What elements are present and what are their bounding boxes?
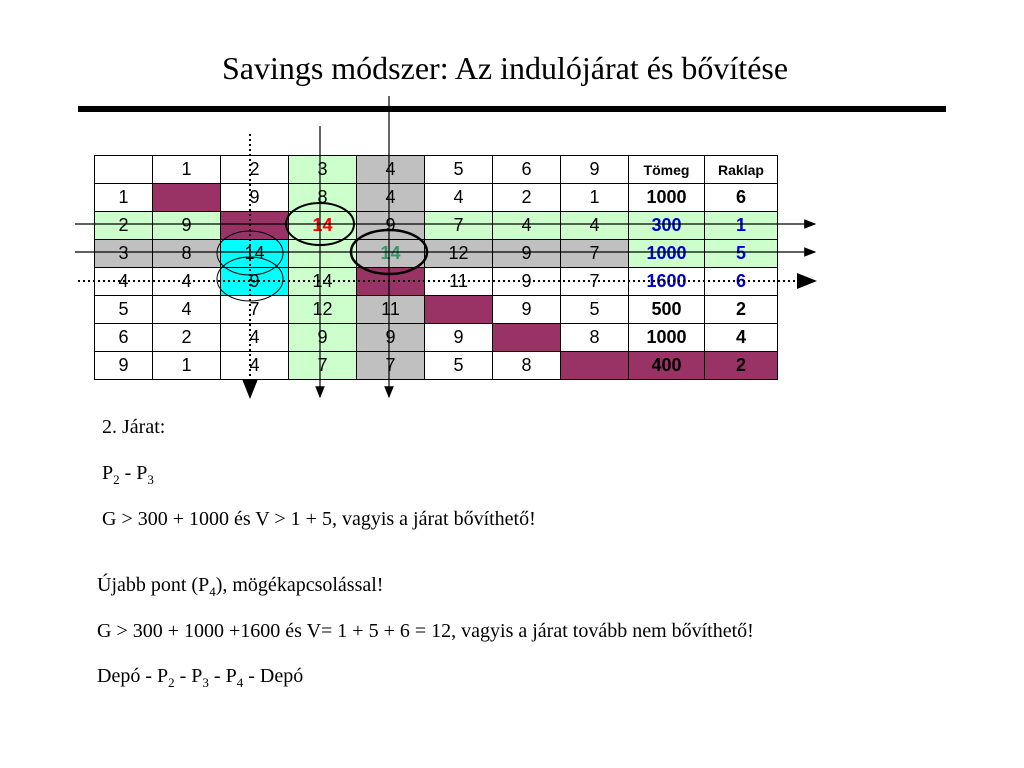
table-cell: 11 (357, 296, 425, 324)
table-cell-diagonal (289, 240, 357, 268)
table-cell: 12 (425, 240, 493, 268)
table-cell-tomeg: 300 (629, 212, 705, 240)
ujabb-pont-line (97, 574, 383, 600)
ujabb-post: ), mögékapcsolással! (215, 574, 384, 596)
header-cell: 1 (153, 156, 221, 184)
table-cell-tomeg: 1000 (629, 240, 705, 268)
table-header-row (95, 156, 778, 184)
header-cell-tomeg: Tömeg (629, 156, 705, 184)
header-cell-raklap: Raklap (705, 156, 778, 184)
table-cell-tomeg: 500 (629, 296, 705, 324)
table-cell: 9 (221, 268, 289, 296)
header-cell: 9 (561, 156, 629, 184)
table-cell-tomeg: 400 (629, 352, 705, 380)
table-row (95, 184, 778, 212)
row-label: 4 (95, 268, 153, 296)
condition-line-2: G > 300 + 1000 +1600 és V= 1 + 5 + 6 = 12, vagyis a járat tovább nem bővíthető! (97, 620, 754, 642)
table-row (95, 212, 778, 240)
table-cell: 1 (153, 352, 221, 380)
table-cell: 9 (289, 324, 357, 352)
table-cell: 2 (493, 184, 561, 212)
table-cell: 7 (357, 352, 425, 380)
table-cell: 7 (561, 268, 629, 296)
table-cell: 8 (153, 240, 221, 268)
separator: - (243, 665, 260, 687)
table-cell-raklap: 5 (705, 240, 778, 268)
table-cell: 2 (153, 324, 221, 352)
table-cell: 4 (153, 268, 221, 296)
savings-table (94, 155, 778, 380)
table-cell: 14 (289, 268, 357, 296)
title-divider (78, 106, 946, 112)
table-cell-diagonal (493, 324, 561, 352)
separator: - (140, 665, 157, 687)
table-cell-diagonal (357, 268, 425, 296)
table-cell: 14 (221, 240, 289, 268)
p-letter: P (191, 665, 203, 687)
table-cell: 1 (561, 184, 629, 212)
subscript: 3 (202, 675, 209, 690)
route-p2-p3 (102, 462, 154, 488)
page-title: Savings módszer: Az indulójárat és bővítése (221, 50, 789, 86)
table-cell: 9 (357, 324, 425, 352)
table-cell-raklap: 6 (705, 268, 778, 296)
table-cell: 11 (425, 268, 493, 296)
subscript: 4 (236, 675, 244, 690)
table-cell: 7 (425, 212, 493, 240)
table-cell-diagonal (561, 352, 629, 380)
table-cell: 9 (357, 212, 425, 240)
separator: - (208, 665, 226, 687)
table-cell: 9 (493, 240, 561, 268)
subscript: 2 (113, 472, 120, 487)
table-cell: 8 (561, 324, 629, 352)
subscript: 2 (168, 675, 175, 690)
table-cell-raklap: 1 (705, 212, 778, 240)
row-label: 2 (95, 212, 153, 240)
p-letter: P (136, 462, 148, 484)
row-label: 1 (95, 184, 153, 212)
depo-start: Depó (97, 665, 141, 687)
header-cell: 5 (425, 156, 493, 184)
header-cell: 4 (357, 156, 425, 184)
header-cell: 3 (289, 156, 357, 184)
jarat-label: 2. Járat: (102, 416, 166, 438)
table-cell-raklap: 6 (705, 184, 778, 212)
table-cell: 5 (561, 296, 629, 324)
table-cell: 9 (493, 296, 561, 324)
row-label: 5 (95, 296, 153, 324)
p-letter: P (102, 462, 114, 484)
table-cell: 9 (425, 324, 493, 352)
table-cell-tomeg: 1600 (629, 268, 705, 296)
table-cell-tomeg: 1000 (629, 324, 705, 352)
table-row (95, 324, 778, 352)
table-cell-highlight: 14 (289, 212, 357, 240)
table-cell: 9 (493, 268, 561, 296)
table-cell-diagonal (221, 212, 289, 240)
table-cell: 7 (221, 296, 289, 324)
final-route (97, 665, 303, 691)
table-cell: 8 (289, 184, 357, 212)
table-cell-highlight: 14 (357, 240, 425, 268)
table-cell: 4 (425, 184, 493, 212)
table-row (95, 352, 778, 380)
p-letter: P (225, 665, 237, 687)
separator: - (174, 665, 192, 687)
table-cell: 4 (221, 324, 289, 352)
condition-line-1: G > 300 + 1000 és V > 1 + 5, vagyis a járat bővíthető! (102, 508, 536, 530)
p-letter: P (157, 665, 169, 687)
table-cell: 8 (493, 352, 561, 380)
table-cell: 12 (289, 296, 357, 324)
table-cell-raklap: 2 (705, 296, 778, 324)
table-cell: 7 (561, 240, 629, 268)
table-row (95, 268, 778, 296)
table-cell: 4 (357, 184, 425, 212)
table-cell: 4 (561, 212, 629, 240)
table-cell-diagonal (425, 296, 493, 324)
table-row (95, 240, 778, 268)
table-cell: 4 (153, 296, 221, 324)
table-cell: 4 (493, 212, 561, 240)
row-label: 6 (95, 324, 153, 352)
ujabb-pre: Újabb pont (P (97, 574, 210, 596)
header-cell: 2 (221, 156, 289, 184)
table-row (95, 296, 778, 324)
table-cell-raklap: 2 (705, 352, 778, 380)
header-cell: 6 (493, 156, 561, 184)
row-label: 3 (95, 240, 153, 268)
separator: - (119, 462, 137, 484)
table-cell-raklap: 4 (705, 324, 778, 352)
header-cell (95, 156, 153, 184)
table-cell: 9 (153, 212, 221, 240)
table-cell: 9 (221, 184, 289, 212)
table-cell: 5 (425, 352, 493, 380)
subscript: 4 (209, 584, 216, 599)
table-cell: 7 (289, 352, 357, 380)
table-cell: 4 (221, 352, 289, 380)
table-cell-tomeg: 1000 (629, 184, 705, 212)
row-label: 9 (95, 352, 153, 380)
table-cell-diagonal (153, 184, 221, 212)
subscript: 3 (147, 472, 154, 487)
depo-end: Depó (259, 665, 304, 687)
